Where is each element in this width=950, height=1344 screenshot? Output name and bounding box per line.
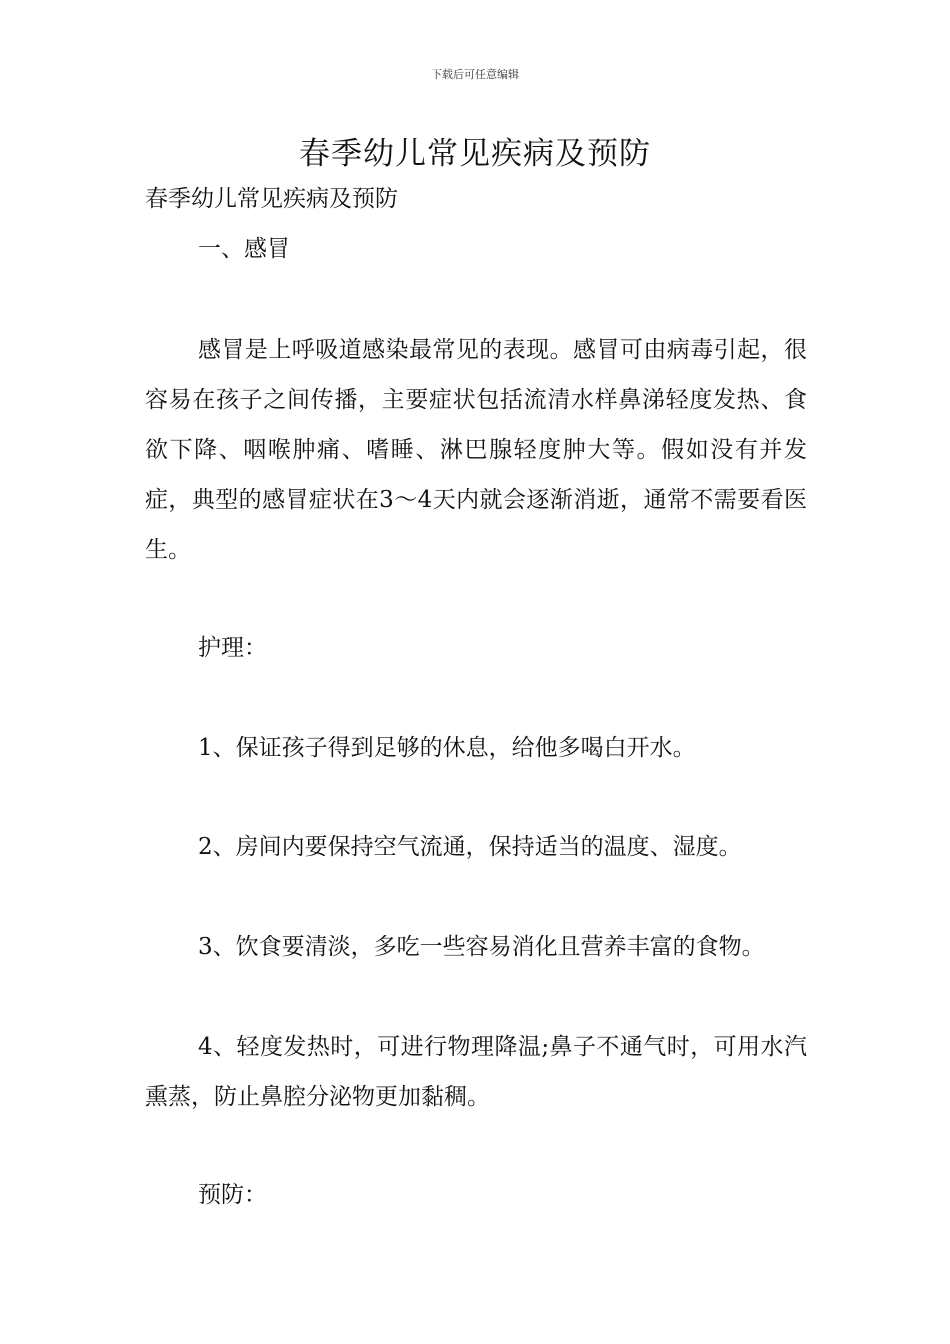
document-subtitle: 春季幼儿常见疾病及预防 [145,186,398,212]
header-note: 下载后可任意编辑 [431,68,519,81]
document-title: 春季幼儿常见疾病及预防 [299,136,651,172]
care-heading: 护理： [198,635,267,661]
section-heading-cold: 一、感冒 [198,236,290,262]
care-item-3: 3、饮食要清淡，多吃一些容易消化且营养丰富的食物。 [198,934,765,960]
care-item-4: 4、轻度发热时，可进行物理降温;鼻子不通气时，可用水汽熏蒸，防止鼻腔分泌物更加黏稠。 [145,1034,807,1110]
care-item-2: 2、房间内要保持空气流通，保持适当的温度、湿度。 [198,834,742,860]
care-item-1: 1、保证孩子得到足够的休息，给他多喝白开水。 [198,735,696,761]
paragraph-cold-description: 感冒是上呼吸道感染最常见的表现。感冒可由病毒引起，很容易在孩子之间传播，主要症状包括流清水样鼻涕轻度发热、食欲下降、咽喉肿痛、嗜睡、淋巴腺轻度肿大等。假如没有并发症，典型的感冒症状在3～4天内就会逐渐消逝，通常不需要看医生。 [145,337,807,563]
prevention-heading: 预防： [198,1182,267,1208]
